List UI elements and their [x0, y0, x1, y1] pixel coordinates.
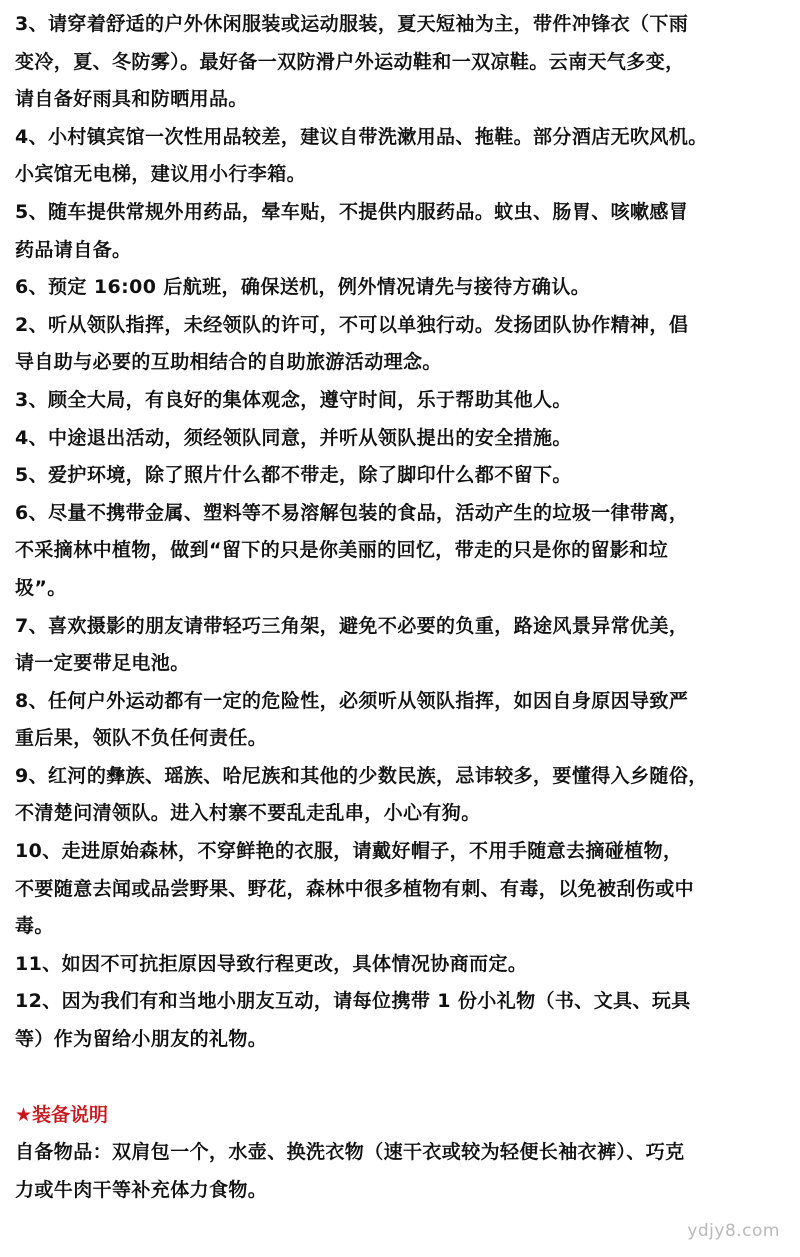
- equipment-paragraph: 自备物品：双肩包一个，水壶、换洗衣物（速干衣或较为轻便长袖衣裤）、巧克 力或牛肉干等补充体力食物。: [15, 1141, 685, 1201]
- paragraph-risk: 8、任何户外运动都有一定的危险性，必须听从领队指挥，如因自身原因导致严 重后果，领队不负任何责任。: [15, 689, 689, 750]
- site-watermark: ydjy8.com: [687, 1221, 780, 1241]
- paragraph-packaging: 6、尽量不携带金属、塑料等不易溶解包装的食品，活动产生的垃圾一律带离， 不采摘林中植物，做到“留下的只是你美丽的回忆，带走的只是你的留影和垃 圾”。: [15, 501, 689, 599]
- paragraph-itinerary-change: 11、如因不可抗拒原因导致行程更改，具体情况协商而定。: [15, 952, 528, 975]
- paragraph-clothing: 3、请穿着舒适的户外休闲服装或运动服装，夏天短袖为主，带件冲锋衣（下雨 变冷，夏、冬防雾）。最好备一双防滑户外运动鞋和一双凉鞋。云南天气多变， 请自备好雨具和防晒用品。: [15, 13, 689, 111]
- paragraph-environment: 5、爱护环境，除了照片什么都不带走，除了脚印什么都不留下。: [15, 464, 572, 487]
- paragraph-withdraw: 4、中途退出活动，须经领队同意，并听从领队提出的安全措施。: [15, 426, 572, 449]
- section-spacer: [15, 1059, 782, 1097]
- paragraph-gifts: 12、因为我们有和当地小朋友互动，请每位携带 1 份小礼物（书、文具、玩具 等）作为留给小朋友的礼物。: [15, 990, 691, 1051]
- paragraph-follow-leader: 2、听从领队指挥，未经领队的许可，不可以单独行动。发扬团队协作精神，倡 导自助与必要的互助相结合的自助旅游活动理念。: [15, 313, 689, 374]
- paragraph-customs: 9、红河的彝族、瑶族、哈尼族和其他的少数民族，忌讳较多，要懂得入乡随俗， 不清楚问清领队。进入村寨不要乱走乱串，小心有狗。: [15, 764, 708, 825]
- paragraph-flight: 6、预定 16:00 后航班，确保送机，例外情况请先与接待方确认。: [15, 276, 591, 299]
- paragraph-hotel: 4、小村镇宾馆一次性用品较差，建议自带洗漱用品、拖鞋。部分酒店无吹风机。 小宾馆无电梯，建议用小行李箱。: [15, 125, 708, 186]
- paragraph-forest: 10、走进原始森林，不穿鲜艳的衣服，请戴好帽子，不用手随意去摘碰植物， 不要随意去闻或品尝野果、野花，森林中很多植物有刺、有毒，以免被刮伤或中 毒。: [15, 840, 695, 938]
- paragraph-medicine: 5、随车提供常规外用药品，晕车贴，不提供内服药品。蚊虫、肠胃、咳嗽感冒 药品请自备。: [15, 200, 689, 261]
- paragraph-photography: 7、喜欢摄影的朋友请带轻巧三角架，避免不必要的负重，路途风景异常优美， 请一定要带足电池。: [15, 614, 689, 675]
- equipment-heading: ★装备说明: [15, 1103, 109, 1126]
- paragraph-teamwork: 3、顾全大局，有良好的集体观念，遵守时间，乐于帮助其他人。: [15, 388, 572, 411]
